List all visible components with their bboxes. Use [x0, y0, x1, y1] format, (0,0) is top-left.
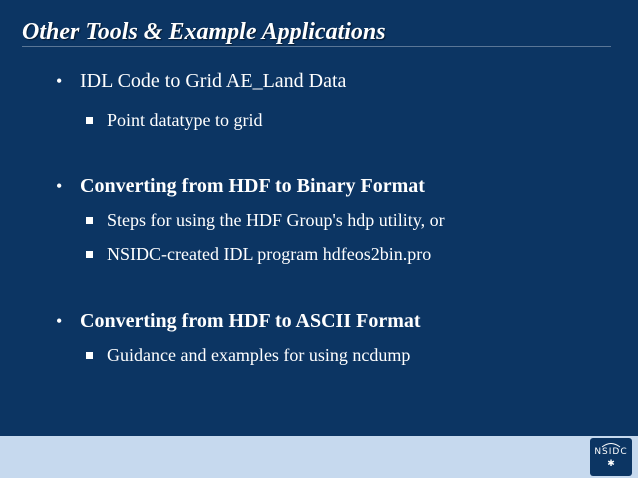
footer-bar: [0, 436, 638, 478]
sub-bullet-text: Point datatype to grid: [107, 110, 263, 130]
snowflake-icon: ✱: [607, 459, 615, 469]
square-bullet-icon: [86, 352, 93, 359]
square-bullet-icon: [86, 217, 93, 224]
title-divider: [22, 46, 611, 47]
square-bullet-icon: [86, 251, 93, 258]
nsidc-logo: [590, 438, 632, 476]
square-bullet-icon: [86, 117, 93, 124]
slide-title: Other Tools & Example Applications: [22, 19, 386, 45]
sub-bullet-text: Steps for using the HDF Group's hdp utility, or: [107, 210, 445, 230]
sub-bullet-text: NSIDC-created IDL program hdfeos2bin.pro: [107, 244, 432, 264]
bullet-dot-icon: •: [56, 176, 63, 196]
bullet-text: IDL Code to Grid AE_Land Data: [80, 70, 347, 92]
logo-text: NSIDC: [594, 447, 628, 457]
bullet-dot-icon: •: [56, 71, 63, 91]
bullet-text: Converting from HDF to ASCII Format: [80, 310, 421, 332]
bullet-dot-icon: •: [56, 311, 63, 331]
sub-bullet-text: Guidance and examples for using ncdump: [107, 345, 411, 365]
bullet-text: Converting from HDF to Binary Format: [80, 175, 425, 197]
